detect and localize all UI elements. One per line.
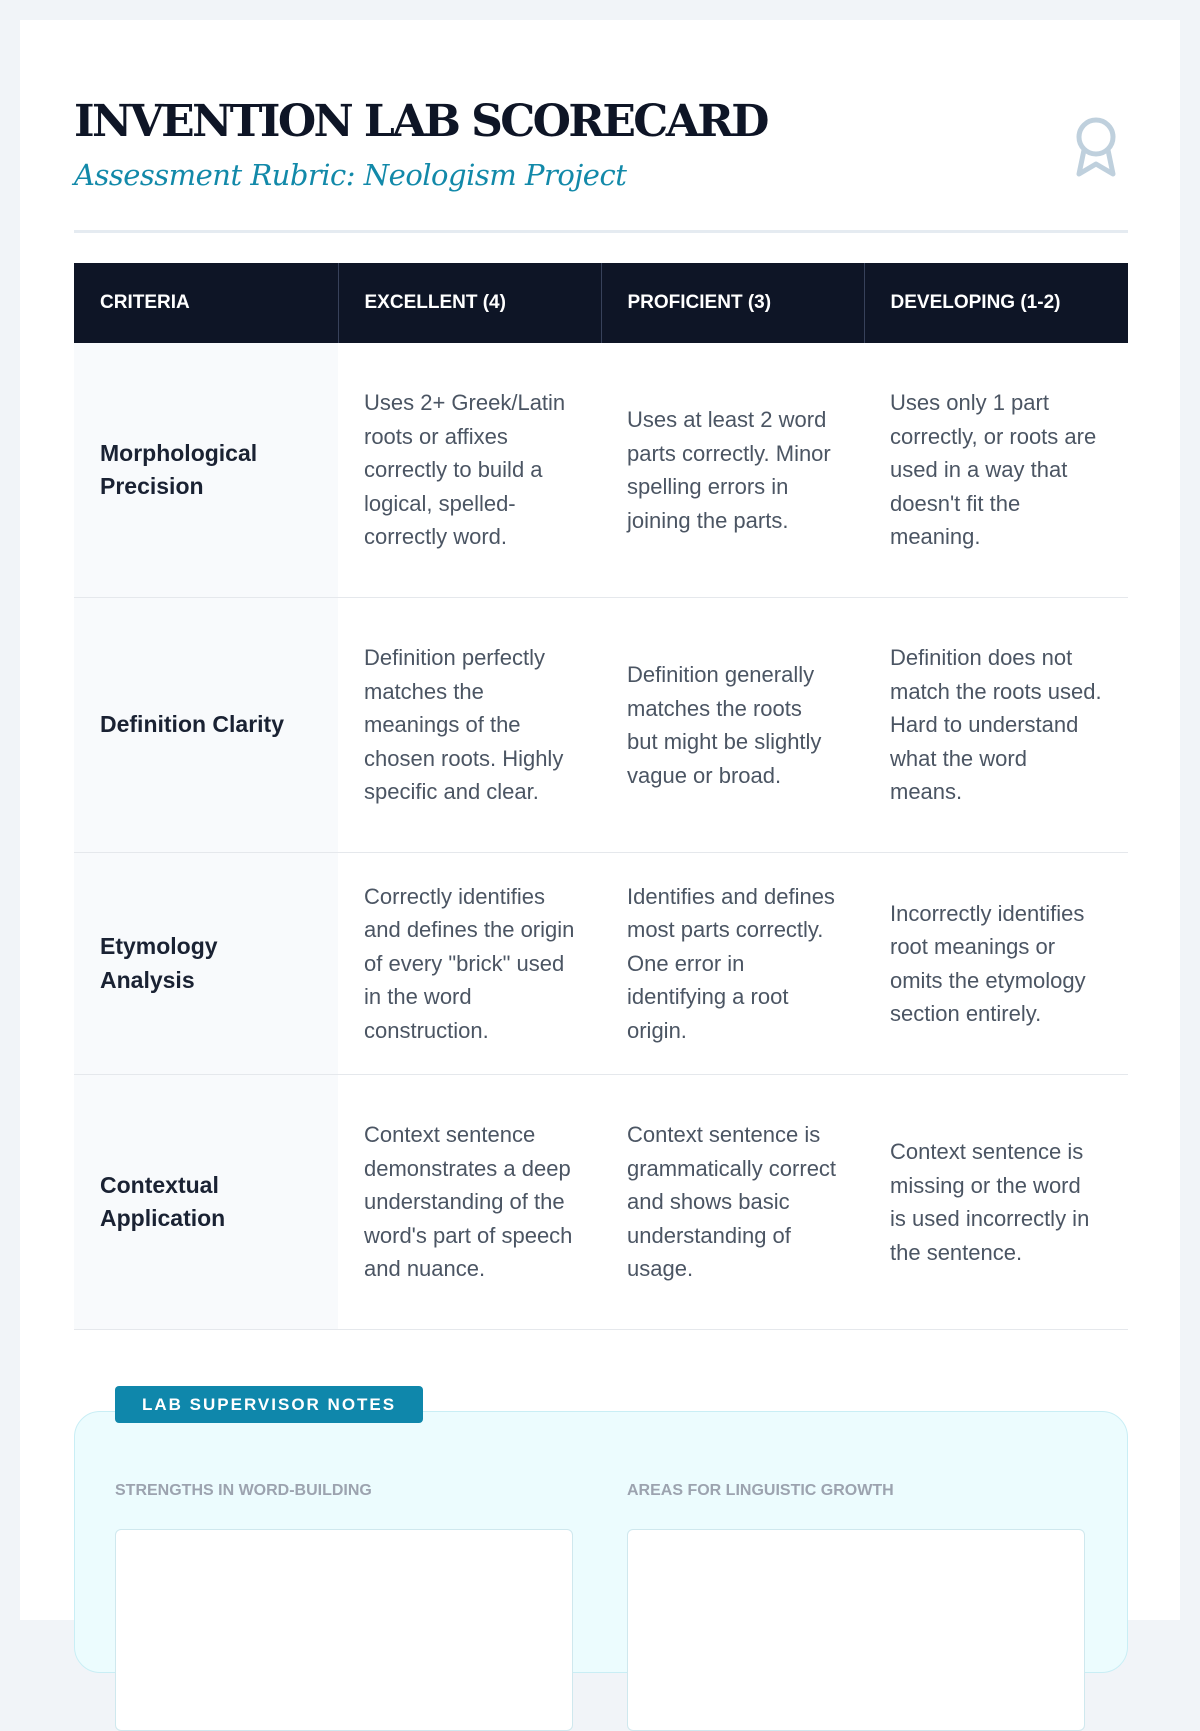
column-header-developing: DEVELOPING (1-2) bbox=[864, 263, 1128, 343]
proficient-cell: Uses at least 2 word parts correctly. Minor spelling errors in joining the parts. bbox=[601, 343, 864, 598]
excellent-cell: Context sentence demonstrates a deep understanding of the word's part of speech and nuance. bbox=[338, 1075, 601, 1330]
excellent-cell: Correctly identifies and defines the origin of every "brick" used in the word construction. bbox=[338, 853, 601, 1075]
table-row bbox=[74, 343, 1128, 598]
table-row bbox=[74, 598, 1128, 853]
rubric-table bbox=[74, 263, 1128, 1330]
developing-cell: Context sentence is missing or the word is used incorrectly in the sentence. bbox=[864, 1075, 1128, 1330]
award-icon bbox=[1072, 114, 1120, 178]
supervisor-notes-panel bbox=[74, 1411, 1128, 1673]
column-header-criteria: CRITERIA bbox=[74, 263, 338, 343]
rubric-header-row bbox=[74, 263, 1128, 343]
scorecard-page bbox=[20, 20, 1180, 1620]
strengths-notes-field[interactable] bbox=[115, 1529, 573, 1731]
developing-cell: Incorrectly identifies root meanings or omits the etymology section entirely. bbox=[864, 853, 1128, 1075]
scorecard-header bbox=[74, 88, 1128, 233]
strengths-label: STRENGTHS IN WORD-BUILDING bbox=[115, 1482, 372, 1499]
criteria-cell: Etymology Analysis bbox=[74, 853, 338, 1075]
column-header-excellent: EXCELLENT (4) bbox=[338, 263, 601, 343]
proficient-cell: Context sentence is grammatically correct and shows basic understanding of usage. bbox=[601, 1075, 864, 1330]
table-row bbox=[74, 853, 1128, 1075]
page-subtitle: Assessment Rubric: Neologism Project bbox=[74, 158, 627, 192]
excellent-cell: Definition perfectly matches the meanings of the chosen roots. Highly specific and clear. bbox=[338, 598, 601, 853]
developing-cell: Definition does not match the roots used. Hard to understand what the word means. bbox=[864, 598, 1128, 853]
criteria-cell: Definition Clarity bbox=[74, 598, 338, 853]
excellent-cell: Uses 2+ Greek/Latin roots or affixes correctly to build a logical, spelled-correctly word. bbox=[338, 343, 601, 598]
proficient-cell: Definition generally matches the roots but might be slightly vague or broad. bbox=[601, 598, 864, 853]
supervisor-notes-badge: LAB SUPERVISOR NOTES bbox=[115, 1386, 423, 1423]
developing-cell: Uses only 1 part correctly, or roots are used in a way that doesn't fit the meaning. bbox=[864, 343, 1128, 598]
growth-notes-field[interactable] bbox=[627, 1529, 1085, 1731]
growth-label: AREAS FOR LINGUISTIC GROWTH bbox=[627, 1482, 894, 1499]
table-row bbox=[74, 1075, 1128, 1330]
proficient-cell: Identifies and defines most parts correctly. One error in identifying a root origin. bbox=[601, 853, 864, 1075]
criteria-cell: Morphological Precision bbox=[74, 343, 338, 598]
page-title: INVENTION LAB SCORECARD bbox=[74, 96, 767, 147]
criteria-cell: Contextual Application bbox=[74, 1075, 338, 1330]
column-header-proficient: PROFICIENT (3) bbox=[601, 263, 864, 343]
